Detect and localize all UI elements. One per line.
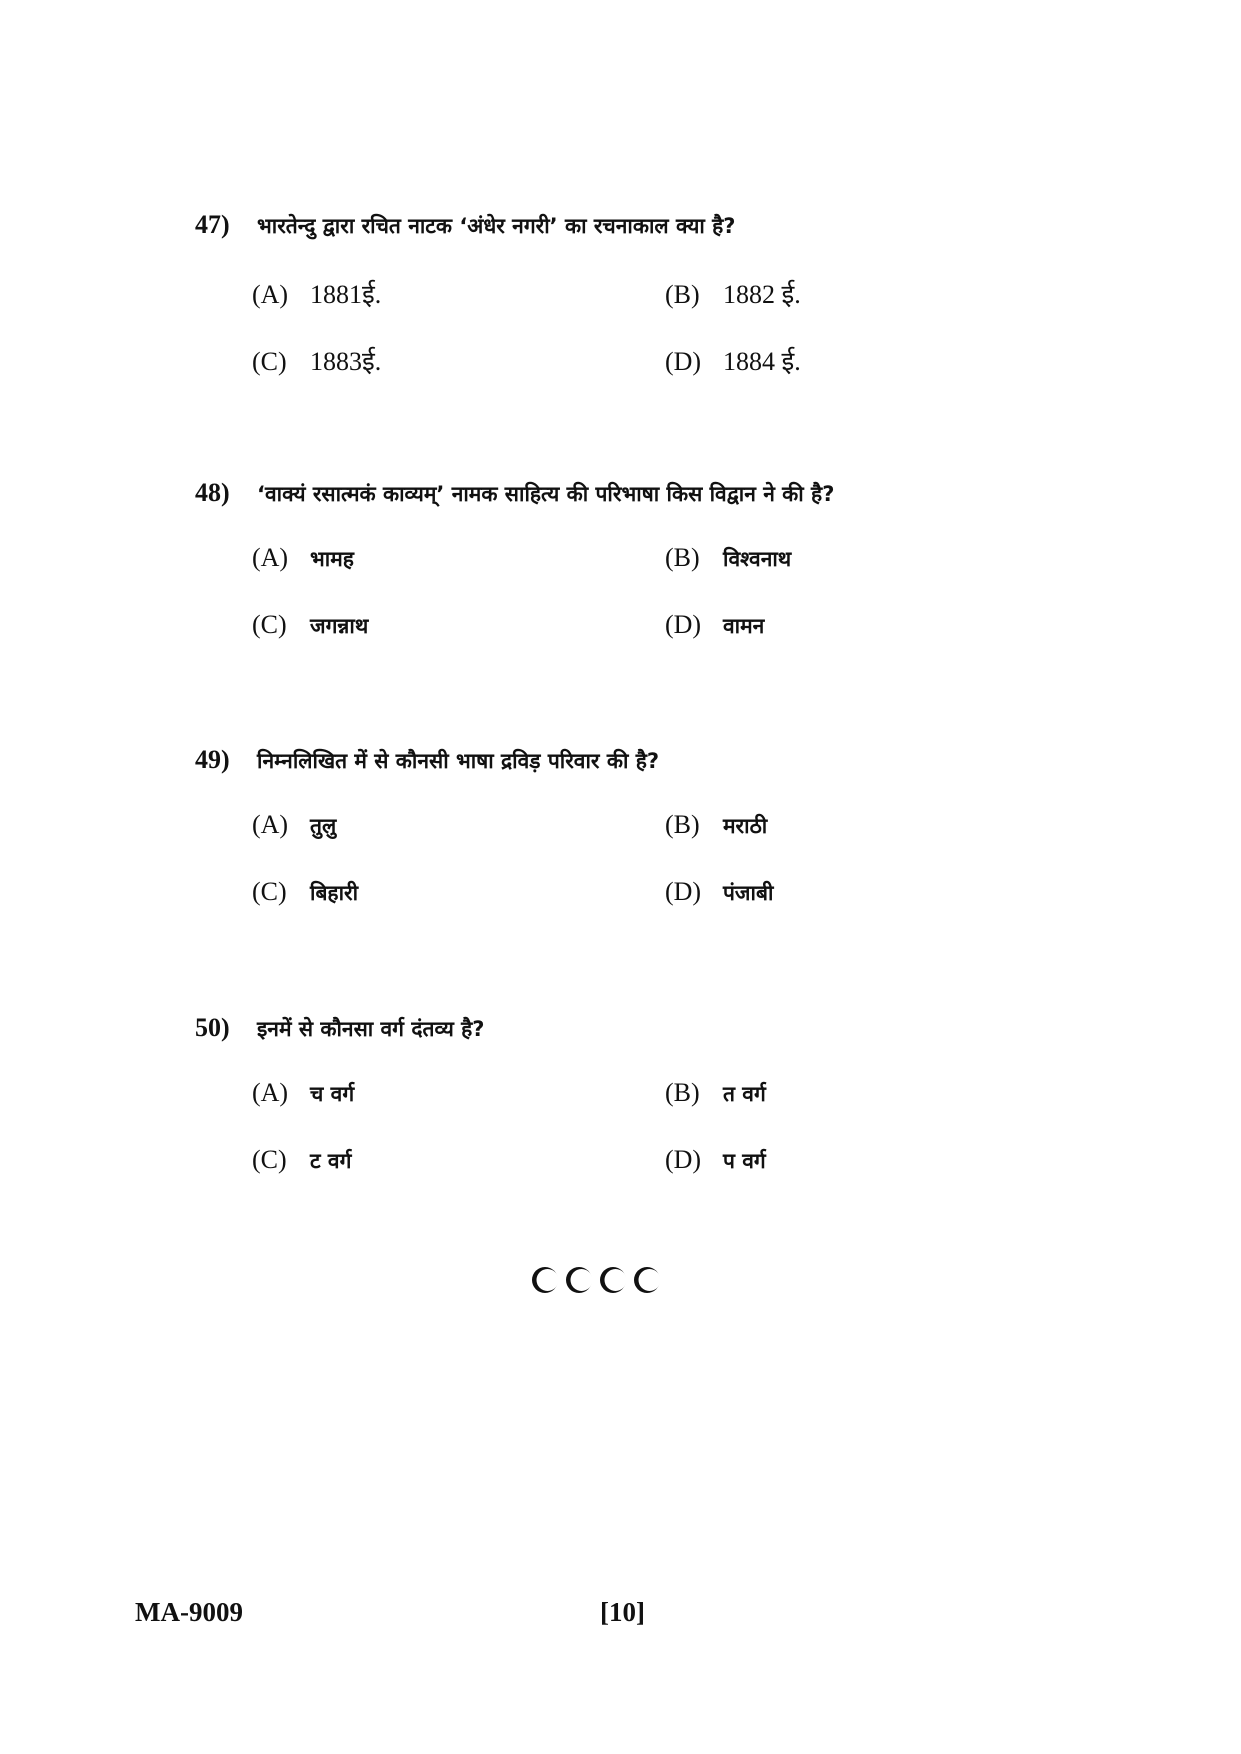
options-grid bbox=[252, 810, 1195, 940]
question-text: इनमें से कौनसा वर्ग दंतव्य है? bbox=[257, 1017, 485, 1041]
option-a bbox=[252, 1078, 354, 1118]
question-header bbox=[195, 478, 1195, 518]
option-value: 1882 ई. bbox=[723, 280, 801, 309]
question-text: भारतेन्दु द्वारा रचित नाटक ‘अंधेर नगरी’ का रचनाकाल क्या है? bbox=[257, 214, 736, 238]
option-value: प वर्ग bbox=[723, 1149, 766, 1173]
option-value: जगन्नाथ bbox=[310, 614, 369, 638]
option-label: (D) bbox=[665, 610, 702, 639]
options-grid bbox=[252, 1078, 1195, 1208]
option-value: मराठी bbox=[723, 814, 768, 838]
option-a bbox=[252, 543, 354, 583]
options-grid bbox=[252, 275, 1195, 405]
question-number: 48) bbox=[195, 478, 230, 507]
option-label: (C) bbox=[252, 1145, 287, 1174]
option-value: 1881ई. bbox=[310, 280, 382, 309]
option-label: (A) bbox=[252, 543, 289, 572]
option-label: (B) bbox=[665, 810, 700, 839]
option-d bbox=[665, 1145, 766, 1185]
option-value: पंजाबी bbox=[723, 881, 774, 905]
option-d bbox=[665, 342, 801, 382]
question-number: 47) bbox=[195, 210, 230, 239]
question-header bbox=[195, 745, 1195, 785]
option-b bbox=[665, 543, 791, 583]
question-text: निम्नलिखित में से कौनसी भाषा द्रविड़ परिवार की है? bbox=[257, 749, 660, 773]
option-label: (C) bbox=[252, 347, 287, 376]
options-grid bbox=[252, 543, 1195, 673]
option-label: (A) bbox=[252, 280, 289, 309]
option-d bbox=[665, 877, 773, 917]
option-a bbox=[252, 275, 381, 315]
option-label: (B) bbox=[665, 543, 700, 572]
question-header bbox=[195, 1013, 1195, 1053]
crescent-moon-icon bbox=[564, 1265, 594, 1295]
option-c bbox=[252, 1145, 351, 1185]
question-50 bbox=[195, 1013, 1195, 1208]
question-number: 50) bbox=[195, 1013, 230, 1042]
option-c bbox=[252, 610, 368, 650]
option-label: (A) bbox=[252, 810, 289, 839]
crescent-moon-icon bbox=[530, 1265, 560, 1295]
option-value: विश्वनाथ bbox=[723, 547, 792, 571]
option-value: ट वर्ग bbox=[310, 1149, 352, 1173]
option-label: (D) bbox=[665, 347, 702, 376]
option-value: तुलु bbox=[310, 814, 337, 838]
crescent-moon-icon bbox=[632, 1265, 662, 1295]
question-text: ‘वाक्यं रसात्मकं काव्यम्’ नामक साहित्य की परिभाषा किस विद्वान ने की है? bbox=[257, 482, 835, 506]
option-value: बिहारी bbox=[310, 881, 359, 905]
question-47 bbox=[195, 210, 1195, 405]
end-of-paper-ornament bbox=[530, 1265, 662, 1295]
option-value: त वर्ग bbox=[723, 1082, 766, 1106]
option-b bbox=[665, 1078, 766, 1118]
question-48 bbox=[195, 478, 1195, 673]
option-b bbox=[665, 275, 801, 315]
option-value: भामह bbox=[310, 547, 354, 571]
option-value: 1884 ई. bbox=[723, 347, 801, 376]
option-c bbox=[252, 342, 381, 382]
option-b bbox=[665, 810, 767, 850]
option-label: (D) bbox=[665, 877, 702, 906]
option-label: (C) bbox=[252, 877, 287, 906]
crescent-moon-icon bbox=[598, 1265, 628, 1295]
question-number: 49) bbox=[195, 745, 230, 774]
option-value: 1883ई. bbox=[310, 347, 382, 376]
option-label: (A) bbox=[252, 1078, 289, 1107]
paper-code: MA-9009 bbox=[135, 1597, 243, 1627]
option-a bbox=[252, 810, 336, 850]
option-label: (C) bbox=[252, 610, 287, 639]
page-number: [10] bbox=[600, 1597, 645, 1627]
option-value: वामन bbox=[723, 614, 765, 638]
question-header bbox=[195, 210, 1195, 250]
question-49 bbox=[195, 745, 1195, 940]
option-d bbox=[665, 610, 764, 650]
option-value: च वर्ग bbox=[310, 1082, 355, 1106]
option-label: (B) bbox=[665, 1078, 700, 1107]
option-c bbox=[252, 877, 358, 917]
option-label: (D) bbox=[665, 1145, 702, 1174]
option-label: (B) bbox=[665, 280, 700, 309]
